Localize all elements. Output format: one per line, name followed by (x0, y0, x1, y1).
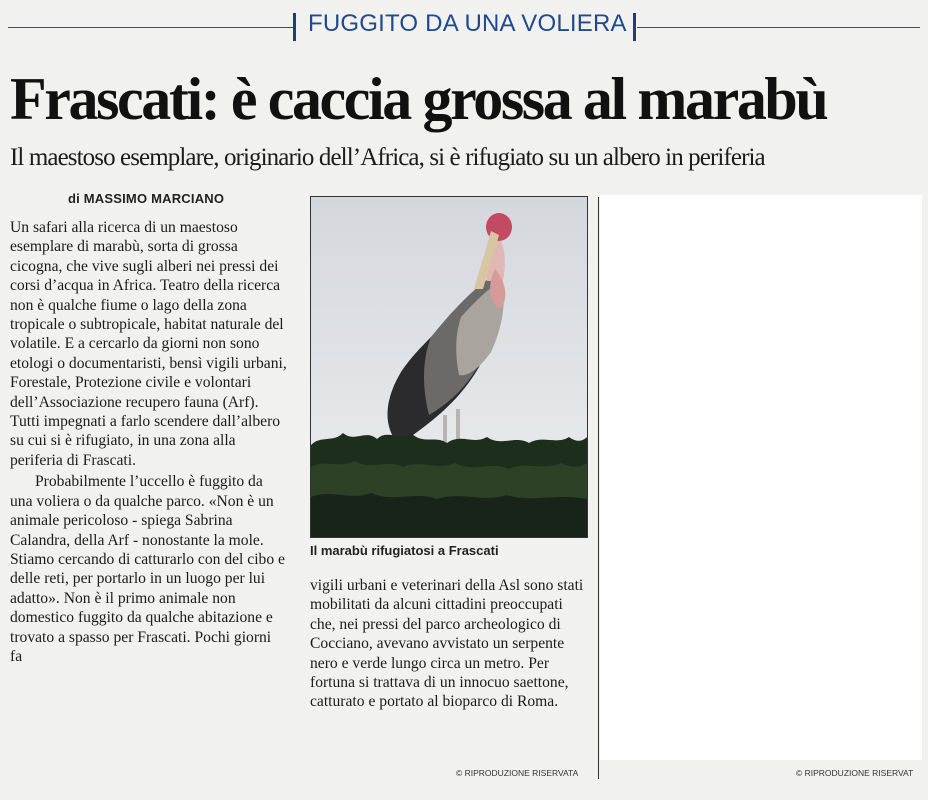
byline: di MASSIMO MARCIANO (68, 191, 225, 206)
blank-area (600, 195, 922, 760)
marabou-photo (310, 196, 588, 538)
article-paragraph: Probabilmente l’uccello è fuggito da una voliera o da qualche parco. «Non è un animale pericoloso - spiega Sabrina Calandra, della Arf - nonostante la mole. Stiamo cercando di catturarlo con del cibo e delle reti, per portarlo in un luogo per lui adatto». Non è il primo animale non domestico fuggito da qualche abitazione e trovato a spasso per Frascati. Pochi giorni fa (10, 473, 285, 665)
column-rule (598, 197, 599, 779)
copyright-notice-right: © RIPRODUZIONE RISERVAT (796, 768, 914, 778)
photo-caption: Il marabù rifugiatosi a Frascati (310, 543, 499, 558)
article-column-1 (10, 218, 287, 666)
kicker-rule-left (8, 27, 293, 28)
kicker-bar-right (633, 13, 636, 41)
copyright-notice-left: © RIPRODUZIONE RISERVATA (456, 768, 579, 778)
article-paragraph: Un safari alla ricerca di un maestoso esemplare di marabù, sorta di grossa cicogna, che vive sugli alberi nei pressi dei corsi d’acqua in Africa. Teatro della ricerca non è qualche fiume o lago della zona tropicale o subtropicale, habitat naturale del volatile. E a cercarlo da giorni non sono etologi o documentaristi, bensì vigili urbani, Forestale, Protezione civile e volontari dell’Associazione recupero fauna (Arf). Tutti impegnati a farlo scendere dall’albero su cui si è rifugiato, in una zona alla periferia di Frascati. (10, 219, 287, 469)
article-paragraph: vigili urbani e veterinari della Asl sono stati mobilitati da alcuni cittadini preoccupati che, nei pressi del parco archeologico di Cocciano, avevano avvistato un serpente nero e verde lungo circa un metro. Per fortuna si trattava di un innocuo saettone, catturato e portato al bioparco di Roma. (310, 577, 584, 711)
kicker-rule-right (637, 27, 920, 28)
kicker-label: FUGGITO DA UNA VOLIERA (308, 10, 627, 37)
subheadline: Il maestoso esemplare, originario dell’Africa, si è rifugiato su un albero in periferia (10, 144, 765, 171)
kicker-bar-left (293, 13, 296, 41)
marabou-stork-image (311, 197, 587, 537)
article-column-2 (310, 576, 588, 712)
headline: Frascati: è caccia grossa al marabù (10, 66, 827, 132)
